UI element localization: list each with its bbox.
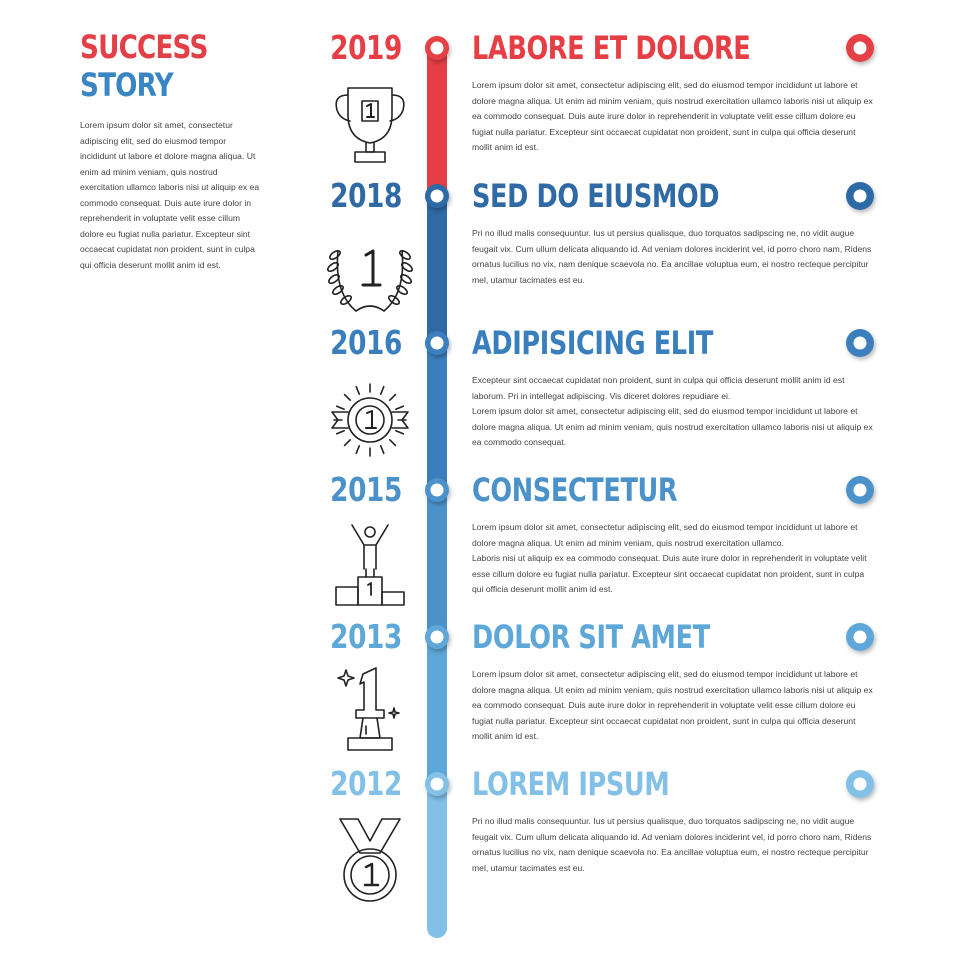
- entry-paragraph: Lorem ipsum dolor sit amet, consectetur adipiscing elit, sed do eiusmod tempor incididunt ut labore et dolore magna aliqua. Ut enim ad minim veniam, quis nostrud exercitation ullamco laboris nisi ut aliquip ex ea commodo consequat. Duis aute irure dolor in reprehenderit in voluptate velit esse cillum dolore eu fugiat nulla pariatur. Excepteur sint occaecat cupidatat non proident, sunt in culpa qui officia deserunt mollit anim id est.: [472, 669, 873, 741]
- entry-title-2016: ADIPISICING ELIT: [472, 324, 713, 362]
- winner-podium-icon: [336, 525, 404, 605]
- entry-paragraph: Laboris nisi ut aliquip ex ea commodo consequat. Duis aute irure dolor in reprehenderit in voluptate velit esse cillum dolore eu fugiat nulla pariatur. Excepteur sint occaecat cupidatat non proident, sunt in culpa qui officia deserunt mollit anim id est.: [472, 553, 867, 594]
- ring-marker-2018: [846, 182, 874, 210]
- year-label-2019: 2019: [330, 28, 402, 67]
- timeline-node-2016: [425, 331, 449, 355]
- entry-body-2012: [472, 814, 877, 876]
- award-badge-icon: [332, 384, 408, 456]
- year-label-2013: 2013: [330, 617, 402, 656]
- timeline-node-2018: [425, 184, 449, 208]
- ring-marker-2016: [846, 329, 874, 357]
- entry-paragraph: Lorem ipsum dolor sit amet, consectetur adipiscing elit, sed do eiusmod tempor incididunt ut labore et dolore magna aliqua. Ut enim ad minim veniam, quis nostrud exercitation ullamco.: [472, 522, 858, 548]
- entry-title-2018: SED DO EIUSMOD: [472, 177, 720, 215]
- year-label-2015: 2015: [330, 470, 402, 509]
- entry-body-2015: [472, 520, 877, 598]
- entry-body-2018: [472, 226, 877, 288]
- ring-marker-2019: [846, 34, 874, 62]
- entry-title-2013: DOLOR SIT AMET: [472, 618, 710, 656]
- timeline-segment-2012: [427, 784, 447, 938]
- entry-title-2015: CONSECTETUR: [472, 471, 678, 509]
- intro-title-line2: STORY: [80, 66, 173, 104]
- timeline-node-2013: [425, 625, 449, 649]
- timeline-node-2012: [425, 772, 449, 796]
- entry-body-2016: [472, 373, 877, 451]
- entry-paragraph: Pri no illud malis consequuntur. Ius ut persius qualisque, duo torquatos sadipscing ne, no vidit augue feugait vix. Cum ullum delicata aliquando id. Ad veniam dolores inciderint vel, id porro choro nam, Ridens ornatus lucilius no vix, nam denique scaevola no. Ea ancillae voluptua eum, ei nostro recteque percipitur mel, utamur tacimates est eu.: [472, 816, 872, 873]
- entry-body-2013: [472, 667, 877, 745]
- timeline-segment-2015: [427, 490, 447, 637]
- trophy-icon: [336, 88, 404, 162]
- timeline-segment-2013: [427, 637, 447, 784]
- timeline-node-2015: [425, 478, 449, 502]
- entry-paragraph: Lorem ipsum dolor sit amet, consectetur adipiscing elit, sed do eiusmod tempor incididunt ut labore et dolore magna aliqua. Ut enim ad minim veniam, quis nostrud exercitation ullamco laboris nisi ut aliquip ex ea commodo consequat. Duis aute irure dolor in reprehenderit in voluptate velit esse cillum dolore eu fugiat nulla pariatur. Excepteur sint occaecat cupidatat non proident, sunt in culpa qui officia deserunt mollit anim id est.: [472, 80, 873, 152]
- entry-paragraph: Excepteur sint occaecat cupidatat non proident, sunt in culpa qui officia deserunt mollit anim id est laborum. Pri in intellegat adipiscing. Vis diceret dolores repudiare ei.: [472, 375, 845, 401]
- intro-body: Lorem ipsum dolor sit amet, consectetur adipiscing elit, sed do eiusmod tempor incididunt ut labore et dolore magna aliqua. Ut enim ad minim veniam, quis nostrud exercitation ullamco laboris nisi ut aliquip ex ea commodo consequat. Duis aute irure dolor in reprehenderit in voluptate velit esse cillum dolore eu fugiat nulla pariatur. Excepteur sint occaecat cupidatat non proident, sunt in culpa qui officia deserunt mollit anim id est.: [80, 120, 260, 270]
- year-label-2012: 2012: [330, 764, 402, 803]
- year-label-2018: 2018: [330, 176, 402, 215]
- entry-title-2012: LOREM IPSUM: [472, 765, 670, 803]
- year-label-2016: 2016: [330, 323, 402, 362]
- laurel-wreath-icon: [326, 249, 413, 311]
- intro-title-line1: SUCCESS: [80, 28, 208, 66]
- timeline-segment-2016: [427, 343, 447, 490]
- timeline-node-2019: [425, 36, 449, 60]
- number-one-trophy-icon: [338, 668, 399, 750]
- ring-marker-2015: [846, 476, 874, 504]
- timeline-segment-2019: [427, 48, 447, 196]
- medal-icon: [340, 819, 400, 901]
- timeline-segment-2018: [427, 196, 447, 343]
- ring-marker-2013: [846, 623, 874, 651]
- entry-paragraph: Lorem ipsum dolor sit amet, consectetur adipiscing elit, sed do eiusmod tempor incididunt ut labore et dolore magna aliqua. Ut enim ad minim veniam, quis nostrud exercitation ullamco laboris nisi ut aliquip ex ea commodo consequat.: [472, 406, 873, 447]
- entry-paragraph: Pri no illud malis consequuntur. Ius ut persius qualisque, duo torquatos sadipscing ne, no vidit augue feugait vix. Cum ullum delicata aliquando id. Ad veniam dolores inciderint vel, id porro choro nam, Ridens ornatus lucilius no vix, nam denique scaevola no. Ea ancillae voluptua eum, ei nostro recteque percipitur mel, utamur tacimates est eu.: [472, 228, 872, 285]
- entry-title-2019: LABORE ET DOLORE: [472, 29, 751, 67]
- ring-marker-2012: [846, 770, 874, 798]
- entry-body-2019: [472, 78, 877, 156]
